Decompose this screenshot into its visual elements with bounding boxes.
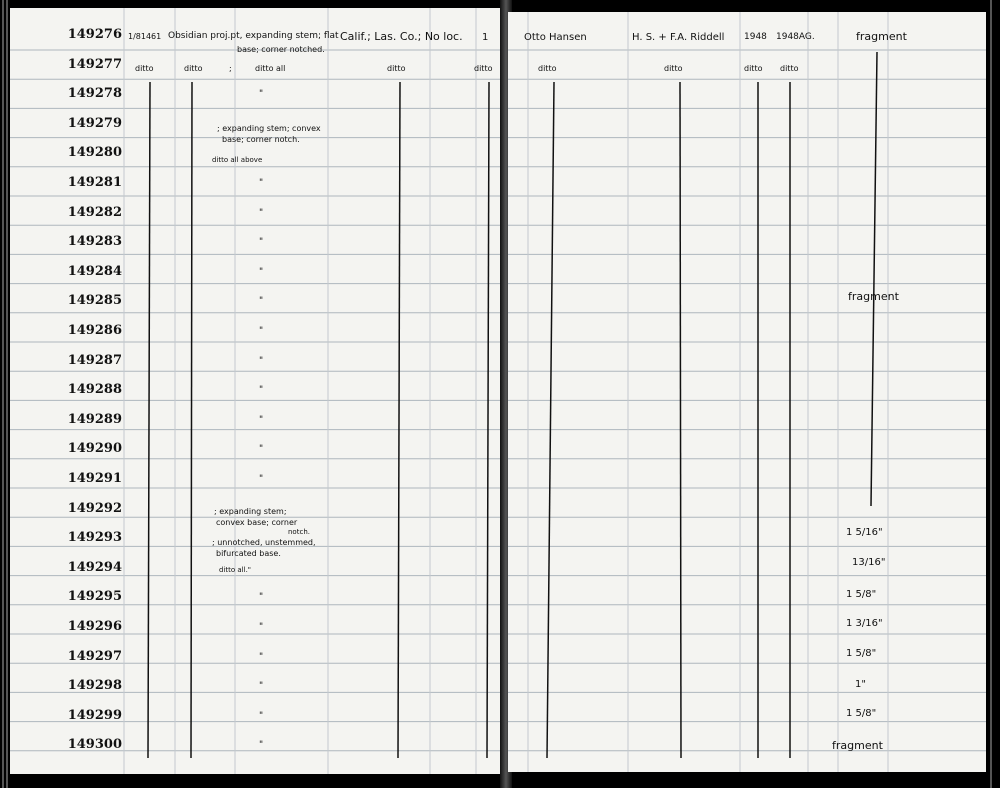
catalog-number: 149289 [67,411,122,427]
right-ledger-page [508,12,986,772]
ditto-quote-mark: " [259,414,264,425]
note-149292-line3: notch. [288,528,310,536]
page-edge [2,0,4,788]
ditto-semicolon: ; [229,64,232,73]
dimension-value: 1 3/16" [846,618,883,629]
dimension-value: 1" [855,679,866,690]
note-149279-line2: base; corner notch. [222,135,300,144]
object-description-cont: base; corner notched. [237,45,325,54]
catalog-number: 149291 [67,471,122,486]
catalog-number: 149281 [67,175,122,190]
dimension-fragment: fragment [856,30,907,43]
item-count: 1 [482,32,489,43]
catalog-number: 149277 [67,56,122,72]
ditto-mark: ditto [744,64,763,73]
catalog-number: 149292 [67,500,122,516]
ditto-quote-mark: " [259,296,264,307]
catalog-number: 149294 [67,559,122,575]
catalog-number: 149295 [67,589,122,605]
dimension-value: 13/16" [852,557,886,568]
note-149294: ditto all." [219,566,252,574]
ditto-mark: ditto [538,64,557,73]
ditto-mark: ditto [184,64,203,73]
catalog-number: 149288 [67,382,122,398]
catalog-number: 149299 [67,707,122,723]
ditto-mark: ditto [135,64,154,73]
ditto-quote-mark: " [259,237,264,248]
ditto-mark: ditto [664,64,683,73]
dimension-value: 1 5/8" [846,708,877,719]
ditto-quote-mark: " [259,266,264,277]
right-page-rules [508,12,986,772]
catalog-number: 149286 [67,323,122,338]
page-edge [6,0,8,788]
dimension-value: 1 5/16" [846,527,883,538]
ditto-quote-mark: " [259,474,264,484]
locality: Calif.; Las. Co.; No loc. [340,30,463,43]
catalog-number: 149293 [67,530,122,546]
ditto-mark: ditto [387,64,406,73]
catalog-number: 149279 [67,115,122,131]
catalog-number: 149290 [67,441,122,457]
ditto-all: ditto all [255,64,286,73]
dimension-fragment: fragment [848,290,899,303]
ditto-quote-mark: " [259,592,264,603]
catalog-number: 149276 [67,27,122,42]
catalog-number: 149300 [67,737,122,753]
ditto-mark: ditto [780,64,799,73]
page-edge [990,0,992,788]
collector-name: Otto Hansen [524,32,587,43]
ditto-quote-mark: " [259,740,264,751]
ditto-quote-mark: " [259,710,264,721]
catalog-number: 149284 [67,263,122,279]
catalog-number: 149280 [67,145,122,161]
dimension-value: 1 5/8" [846,589,877,600]
ditto-quote-mark: " [259,207,264,218]
catalog-number: 149278 [67,86,122,102]
accession-year: 1948AG. [776,32,815,42]
catalog-number: 149287 [67,352,122,368]
dimension-value: 1 5/8" [846,648,877,659]
ditto-quote-mark: " [259,444,264,455]
ditto-quote-mark: " [259,178,264,188]
ditto-quote-mark: " [259,326,264,336]
accession-number: 1/81461 [128,32,162,41]
catalog-number: 149285 [67,293,122,309]
catalog-number: 149297 [67,648,122,664]
catalog-number: 149296 [67,619,122,634]
ditto-quote-mark: " [259,622,264,632]
ditto-quote-mark: " [259,651,264,662]
ditto-mark: ditto [474,64,493,73]
catalog-number: 149283 [67,234,122,250]
note-149280: ditto all above [212,156,263,164]
object-description: Obsidian proj.pt, expanding stem; flat [168,31,339,41]
note-149293-line2: bifurcated base. [216,549,281,558]
note-149279-line1: ; expanding stem; convex [217,124,321,133]
ditto-quote-mark: " [259,89,264,100]
catalog-number: 149298 [67,678,122,694]
note-149292-line1: ; expanding stem; [214,507,287,516]
catalog-number: 149282 [67,204,122,220]
note-149292-line2: convex base; corner [216,518,298,527]
ditto-quote-mark: " [259,385,264,396]
donor-name: H. S. + F.A. Riddell [632,32,725,43]
dimension-fragment: fragment [832,739,883,752]
collection-year: 1948 [744,32,767,42]
note-149293-line1: ; unnotched, unstemmed, [212,538,316,547]
ditto-quote-mark: " [259,681,264,692]
ditto-quote-mark: " [259,355,264,366]
